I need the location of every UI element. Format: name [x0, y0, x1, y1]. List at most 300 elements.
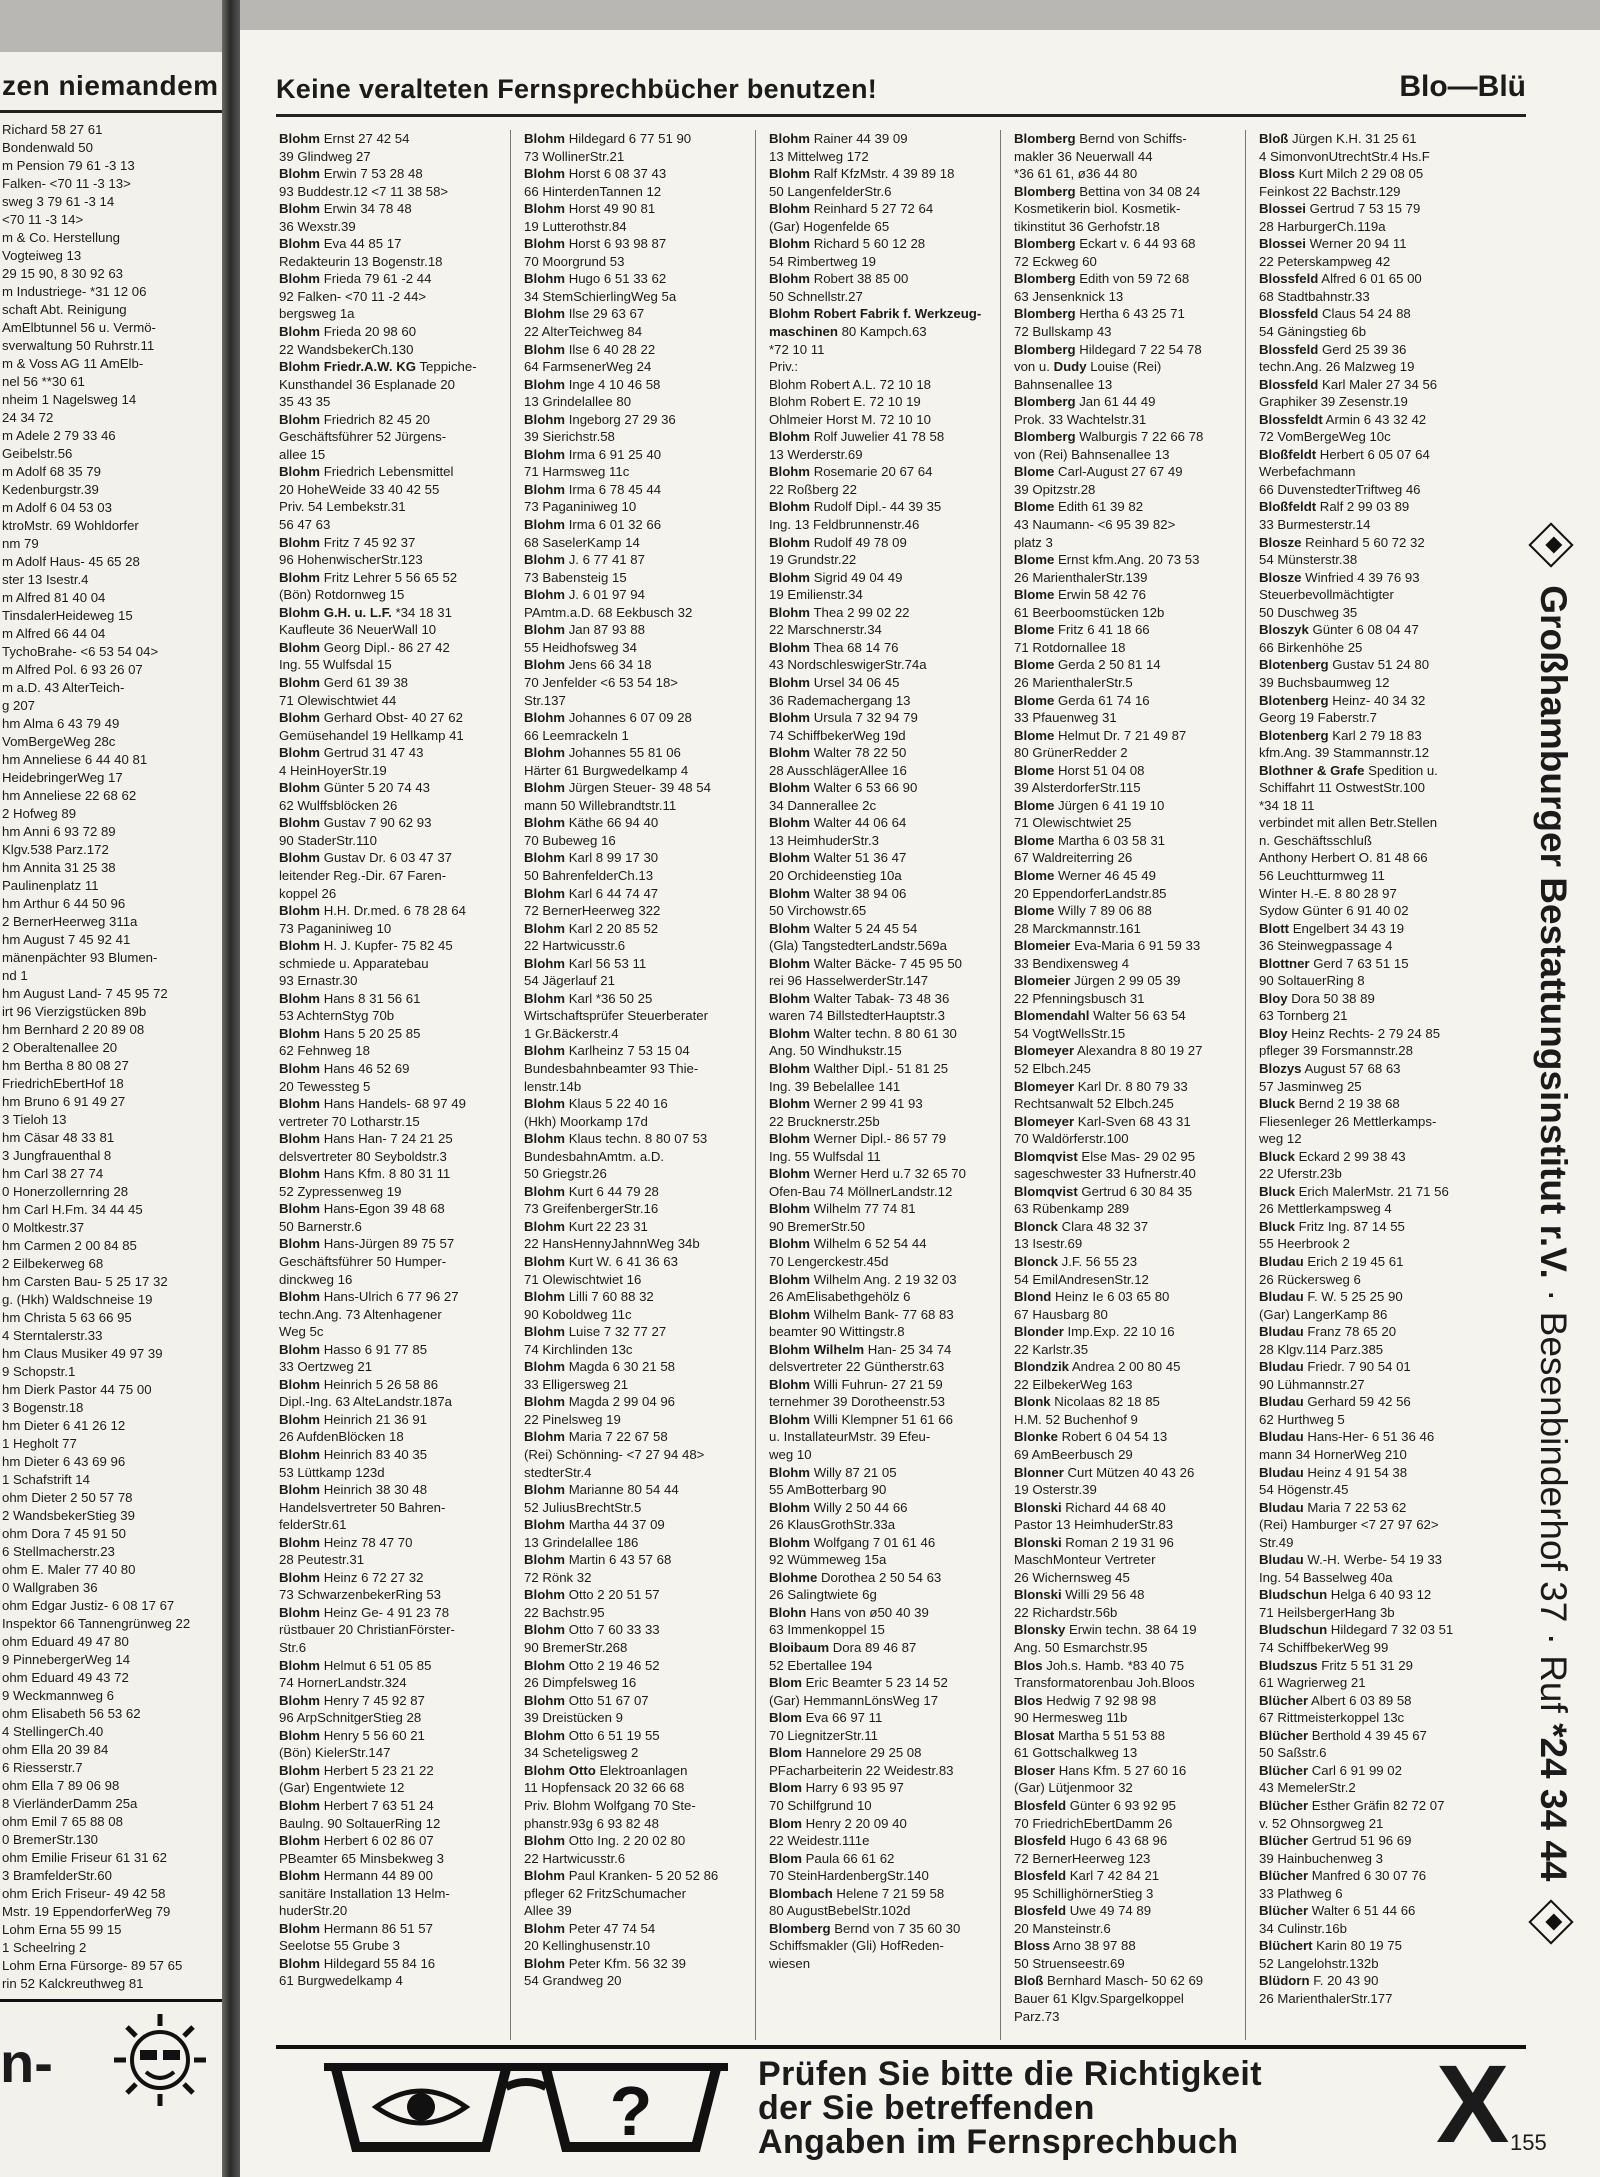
- listing-line: Blohm Johannes 55 81 06: [524, 745, 681, 761]
- previous-page-line: Vogteiweg 13: [2, 248, 82, 263]
- previous-page-fragment: [0, 52, 223, 2177]
- listing-line: 52 Langelohstr.132b: [1259, 1955, 1379, 1971]
- listing-line: 22 Hartwicusstr.6: [524, 938, 626, 954]
- previous-page-line: ohm Edgar Justiz- 6 08 17 67: [2, 1598, 175, 1613]
- previous-page-line: hm Bertha 8 80 08 27: [2, 1058, 129, 1073]
- listing-line: 22 EilbekerWeg 163: [1014, 1376, 1133, 1392]
- previous-page-line: hm Carl H.Fm. 34 44 45: [2, 1202, 143, 1217]
- listing-line: Blohm Thea 2 99 02 22: [769, 604, 910, 620]
- listing-line: 68 Stadtbahnstr.33: [1259, 288, 1370, 304]
- listing-line: Bludau Franz 78 65 20: [1259, 1324, 1397, 1340]
- listing-line: Blome Fritz 6 41 18 66: [1014, 622, 1150, 638]
- listing-line: 26 Wichernsweg 45: [1014, 1569, 1130, 1585]
- listing-line: Blücher Manfred 6 30 07 76: [1259, 1868, 1427, 1884]
- listing-line: Kaufleute 36 NeuerWall 10: [279, 622, 437, 638]
- listing-line: Blonner Curt Mützen 40 43 26: [1014, 1464, 1195, 1480]
- listing-line: Blohm Rosemarie 20 67 64: [769, 464, 933, 480]
- previous-page-line: hm Anneliese 22 68 62: [2, 788, 137, 803]
- listing-line: 55 Heidhofsweg 34: [524, 639, 637, 655]
- listing-line: 71 Harmsweg 11c: [524, 464, 630, 480]
- listing-line: rei 96 HasselwerderStr.147: [769, 973, 929, 989]
- listing-line: PAmtm.a.D. 68 Eekbusch 32: [524, 604, 693, 620]
- listing-line: beamter 90 Wittingstr.8: [769, 1324, 905, 1340]
- previous-page-line: TychoBrahe- <6 53 54 04>: [2, 644, 159, 659]
- listing-line: Blohm Hans 46 52 69: [279, 1060, 410, 1076]
- listing-line: Blome Martha 6 03 58 31: [1014, 832, 1166, 848]
- listing-line: Blohm Rolf Juwelier 41 78 58: [769, 429, 945, 445]
- listing-line: 93 Buddestr.12 <7 11 38 58>: [279, 183, 449, 199]
- previous-page-line: 2 Hofweg 89: [2, 806, 77, 821]
- previous-page-line: ohm Ella 7 89 06 98: [2, 1778, 120, 1793]
- previous-page-line: 2 WandsbekerStieg 39: [2, 1508, 135, 1523]
- listing-line: 26 AmElisabethgehölz 6: [769, 1289, 911, 1305]
- previous-page-line: hm Alma 6 43 79 49: [2, 716, 120, 731]
- listing-line: Prok. 33 Wachtelstr.31: [1014, 411, 1147, 427]
- listing-line: Steuerbevollmächtigter: [1259, 587, 1394, 603]
- listing-line: 92 Wümmeweg 15a: [769, 1552, 887, 1568]
- listing-line: Blohm Inge 4 10 46 58: [524, 376, 661, 392]
- listing-line: Blonck J.F. 56 55 23: [1014, 1254, 1138, 1269]
- listing-line: Blohm Otto Elektroanlagen: [524, 1762, 688, 1778]
- listing-line: 50 LangenfelderStr.6: [769, 183, 892, 199]
- listing-line: Blohm Otto Ing. 2 20 02 80: [524, 1833, 686, 1849]
- listing-line: 20 Kellinghusenstr.10: [524, 1938, 651, 1954]
- previous-page-line: 0 Wallgraben 36: [2, 1580, 98, 1595]
- listing-line: verbindet mit allen Betr.Stellen: [1259, 815, 1438, 831]
- listing-line: Blohm Gertrud 31 47 43: [279, 745, 424, 761]
- listing-line: 93 Ernastr.30: [279, 973, 358, 989]
- listing-line: Blohm Walter 6 53 66 90: [769, 780, 918, 796]
- listing-line: Blohm H.H. Dr.med. 6 78 28 64: [279, 903, 466, 919]
- previous-page-line: sverwaltung 50 Ruhrstr.11: [2, 338, 155, 353]
- listing-line: Ing. 55 Wulfsdal 15: [279, 657, 392, 673]
- listing-line: weg 10: [769, 1447, 812, 1463]
- listing-line: 4 HeinHoyerStr.19: [279, 762, 387, 778]
- listing-line: Blohm Gerhard Obst- 40 27 62: [279, 710, 463, 726]
- listing-line: Blome Helmut Dr. 7 21 49 87: [1014, 727, 1187, 743]
- previous-page-line: <70 11 -3 14>: [2, 212, 84, 227]
- listing-line: Bloss Arno 38 97 88: [1014, 1938, 1136, 1954]
- listing-line: 66 Leemrackeln 1: [524, 727, 629, 743]
- listing-line: Blohme Dorothea 2 50 54 63: [769, 1569, 942, 1585]
- listing-line: Blonski Willi 29 56 48: [1014, 1587, 1145, 1603]
- listing-line: Blomeier Eva-Maria 6 91 59 33: [1014, 938, 1201, 954]
- listing-line: 67 Hausbarg 80: [1014, 1306, 1108, 1322]
- listing-line: Blohm Klaus 5 22 40 16: [524, 1096, 668, 1112]
- listing-line: 39 Buchsbaumweg 12: [1259, 674, 1390, 690]
- listing-line: 70 Jenfelder <6 53 54 18>: [524, 674, 678, 690]
- listing-line: Blohm Frieda 20 98 60: [279, 324, 417, 340]
- listing-line: *72 10 11: [769, 341, 825, 357]
- listing-line: Bloßfeldt Ralf 2 99 03 89: [1259, 499, 1410, 515]
- listing-line: Blohm Walter Bäcke- 7 45 95 50: [769, 955, 963, 971]
- listing-line: Blos Joh.s. Hamb. *83 40 75: [1014, 1657, 1185, 1673]
- listing-line: Blohm Hildegard 55 84 16: [279, 1955, 436, 1971]
- listing-line: (Gar) Hogenfelde 65: [769, 218, 890, 234]
- listing-line: mann 34 HornerWeg 210: [1259, 1447, 1407, 1463]
- listing-line: Bludszus Fritz 5 51 31 29: [1259, 1657, 1413, 1673]
- listing-line: Blohm J. 6 77 41 87: [524, 552, 645, 568]
- listing-line: Blohm Karl 8 99 17 30: [524, 850, 659, 866]
- listing-line: Blohm Gustav 7 90 62 93: [279, 815, 432, 831]
- listing-line: Bluck Fritz Ing. 87 14 55: [1259, 1218, 1405, 1234]
- listing-line: Blomqvist Else Mas- 29 02 95: [1014, 1148, 1196, 1164]
- listing-line: Blohm Hugo 6 51 33 62: [524, 271, 667, 287]
- previous-page-line: hm Claus Musiker 49 97 39: [2, 1346, 163, 1361]
- listing-line: Blosfeld Günter 6 93 92 95: [1014, 1797, 1177, 1813]
- listing-line: Blottner Gerd 7 63 51 15: [1259, 955, 1409, 971]
- previous-page-line: hm Carl 38 27 74: [2, 1166, 104, 1181]
- listing-line: Bludau Gerhard 59 42 56: [1259, 1394, 1411, 1410]
- listing-line: Blohm Walter 44 06 64: [769, 815, 907, 831]
- previous-page-line: nd 1: [2, 968, 28, 983]
- listing-line: Blohm Willi Fuhrun- 27 21 59: [769, 1376, 943, 1392]
- previous-page-line: hm Carmen 2 00 84 85: [2, 1238, 137, 1253]
- previous-page-line: 8 VierländerDamm 25a: [2, 1796, 138, 1811]
- listing-line: Blohm Hans-Jürgen 89 75 57: [279, 1236, 455, 1252]
- listing-line: Blomeyer Alexandra 8 80 19 27: [1014, 1043, 1203, 1059]
- previous-page-line: 3 Tieloh 13: [2, 1112, 67, 1127]
- listing-line: 33 Bendixensweg 4: [1014, 955, 1130, 971]
- listing-line: Blohm Otto 7 60 33 33: [524, 1622, 660, 1638]
- listing-line: 22 HansHennyJahnnWeg 34b: [524, 1236, 700, 1252]
- listing-line: Blohm Johannes 6 07 09 28: [524, 710, 692, 726]
- listing-line: Blohm Fritz 7 45 92 37: [279, 534, 416, 550]
- listing-line: MaschMonteur Vertreter: [1014, 1552, 1156, 1568]
- listing-line: Blonck Clara 48 32 37: [1014, 1218, 1149, 1234]
- listing-line: 72 Bullskamp 43: [1014, 324, 1112, 340]
- listing-line: Blohm Karl 2 20 85 52: [524, 920, 659, 936]
- listing-line: rüstbauer 20 ChristianFörster-: [279, 1622, 455, 1638]
- listing-line: Blohm Horst 6 93 98 87: [524, 236, 667, 252]
- previous-page-line: ktroMstr. 69 Wohldorfer: [2, 518, 139, 533]
- listing-line: 90 Hermesweg 11b: [1014, 1710, 1128, 1726]
- listing-line: Blome Erwin 58 42 76: [1014, 587, 1146, 603]
- listing-line: 92 Falken- <70 11 -2 44>: [279, 288, 427, 304]
- listing-line: 73 Paganiniweg 10: [279, 920, 392, 936]
- listing-line: Blohm Heinrich 5 26 58 86: [279, 1376, 439, 1392]
- listing-line: Blomberg Jan 61 44 49: [1014, 394, 1156, 410]
- listing-line: 68 SaselerKamp 14: [524, 534, 640, 550]
- listing-line: Blohm Georg Dipl.- 86 27 42: [279, 639, 450, 655]
- listing-line: 74 HornerLandstr.324: [279, 1675, 407, 1691]
- listing-line: *36 61 61, ø36 44 80: [1014, 166, 1138, 182]
- listing-line: 50 BahrenfelderCh.13: [524, 867, 654, 883]
- listing-line: 50 Virchowstr.65: [769, 903, 867, 919]
- listing-line: 19 Emilienstr.34: [769, 587, 863, 603]
- previous-page-line: TinsdalerHeideweg 15: [2, 608, 133, 623]
- listing-line: Bludau Maria 7 22 53 62: [1259, 1499, 1407, 1515]
- listing-line: Blohm Hildegard 6 77 51 90: [524, 131, 692, 146]
- listing-line: Blome Gerda 2 50 81 14: [1014, 657, 1161, 673]
- listing-line: Bludau F. W. 5 25 25 90: [1259, 1289, 1403, 1305]
- listing-line: Blos Hedwig 7 92 98 98: [1014, 1692, 1157, 1708]
- listing-line: 96 ArpSchnitgerStieg 28: [279, 1710, 422, 1726]
- listing-line: 1 Gr.Bäckerstr.4: [524, 1025, 619, 1041]
- listing-line: Bluck Erich MalerMstr. 21 71 56: [1259, 1183, 1449, 1199]
- listing-line: Blohm Walter 38 94 06: [769, 885, 907, 901]
- listing-line: Blossfeld Gerd 25 39 36: [1259, 341, 1407, 357]
- previous-page-line: hm Dieter 6 41 26 12: [2, 1418, 126, 1433]
- listing-line: 20 Mansteinstr.6: [1014, 1920, 1111, 1936]
- listing-line: Bludau W.-H. Werbe- 54 19 33: [1259, 1552, 1442, 1568]
- listing-line: 80 AugustBebelStr.102d: [769, 1903, 911, 1919]
- listing-line: Blohm Hasso 6 91 77 85: [279, 1341, 428, 1357]
- listing-line: Blohm J. 6 01 97 94: [524, 587, 645, 603]
- listing-line: techn.Ang. 73 Altenhagener: [279, 1306, 442, 1322]
- listing-line: 73 Babensteig 15: [524, 569, 627, 585]
- listing-line: 20 Tewessteg 5: [279, 1078, 371, 1094]
- listing-line: 50 Schnellstr.27: [769, 288, 863, 304]
- listing-line: weg 12: [1259, 1131, 1302, 1147]
- listing-line: Blohm Werner 2 99 41 93: [769, 1096, 923, 1112]
- svg-text:?: ?: [609, 2072, 653, 2150]
- listing-line: 90 SoltauerRing 8: [1259, 973, 1365, 989]
- listing-line: Blonsky Erwin techn. 38 64 19: [1014, 1622, 1197, 1638]
- previous-page-line: hm Arthur 6 44 50 96: [2, 896, 126, 911]
- listing-line: Blohm Karlheinz 7 53 15 04: [524, 1043, 690, 1059]
- listing-line: 39 Hainbuchenweg 3: [1259, 1850, 1383, 1866]
- listing-line: Blosfeld Hugo 6 43 68 96: [1014, 1833, 1168, 1849]
- listing-line: 90 StaderStr.110: [279, 832, 377, 848]
- listing-line: Blossfeldt Armin 6 43 32 42: [1259, 411, 1427, 427]
- listing-line: Wirtschaftsprüfer Steuerberater: [524, 1008, 708, 1024]
- listing-line: 80 GrünerRedder 2: [1014, 745, 1128, 761]
- listing-line: Blosze Reinhard 5 60 72 32: [1259, 534, 1425, 550]
- previous-page-line: Falken- <70 11 -3 13>: [2, 176, 131, 191]
- listing-line: Blohm H. J. Kupfer- 75 82 45: [279, 938, 453, 954]
- listing-line: Blohm Magda 2 99 04 96: [524, 1394, 676, 1410]
- listing-line: Blohm Henry 7 45 92 87: [279, 1692, 425, 1708]
- previous-page-line: sweg 3 79 61 -3 14: [2, 194, 115, 209]
- listing-line: Blohm Helmut 6 51 05 85: [279, 1657, 432, 1673]
- listing-line: 28 HarburgerCh.119a: [1259, 218, 1386, 234]
- listing-column-5: [1256, 130, 1490, 2040]
- listing-line: Blohm Karl 56 53 11: [524, 955, 647, 971]
- page-number: 155: [1510, 2130, 1547, 2155]
- listing-line: 28 Marckmannstr.161: [1014, 920, 1141, 936]
- listing-line: Feinkost 22 Bachstr.129: [1259, 183, 1401, 199]
- listing-line: Blome Willy 7 89 06 88: [1014, 903, 1152, 919]
- previous-page-line: ohm Eduard 49 43 72: [2, 1670, 129, 1685]
- listing-line: Blüchert Karin 80 19 75: [1259, 1938, 1402, 1954]
- listing-line: 52 Zypressenweg 19: [279, 1183, 402, 1199]
- listing-line: Blohm Peter Kfm. 56 32 39: [524, 1955, 686, 1971]
- listing-line: 72 Eckweg 60: [1014, 253, 1097, 269]
- listing-line: Blohm Gerd 61 39 38: [279, 674, 409, 690]
- listing-line: Blossei Gertrud 7 53 15 79: [1259, 201, 1421, 217]
- listing-line: schmiede u. Apparatebau: [279, 955, 429, 971]
- listing-line: 67 Rittmeisterkoppel 13c: [1259, 1710, 1405, 1726]
- listing-line: Blohm Friedr.A.W. KG Teppiche-: [279, 359, 477, 375]
- listing-line: 35 43 35: [279, 394, 331, 410]
- listing-line: Blohm Martha 44 37 09: [524, 1517, 665, 1533]
- listing-line: Priv. Blohm Wolfgang 70 Ste-: [524, 1797, 696, 1813]
- listing-line: stedterStr.4: [524, 1464, 592, 1480]
- listing-line: Blomberg Bernd von Schiffs-: [1014, 131, 1187, 146]
- listing-line: dinckweg 16: [279, 1271, 353, 1287]
- listing-line: Str.49: [1259, 1534, 1294, 1550]
- listing-line: Blohm Hans 5 20 25 85: [279, 1025, 421, 1041]
- listing-line: 54 VogtWellsStr.15: [1014, 1025, 1126, 1041]
- previous-page-line: 9 Weckmannweg 6: [2, 1688, 114, 1703]
- listing-line: (Bön) KielerStr.147: [279, 1745, 391, 1761]
- listing-line: Blohm Willy 87 21 05: [769, 1464, 897, 1480]
- listing-line: Blomberg Edith von 59 72 68: [1014, 271, 1190, 287]
- previous-page-line: schaft Abt. Reinigung: [2, 302, 127, 317]
- previous-page-line: 4 Sterntalerstr.33: [2, 1328, 103, 1343]
- listing-line: techn.Ang. 26 Malzweg 19: [1259, 359, 1415, 375]
- listing-line: 53 Lüttkamp 123d: [279, 1464, 385, 1480]
- listing-line: 62 Hurthweg 5: [1259, 1411, 1345, 1427]
- previous-page-line: 1 Scheelring 2: [2, 1940, 87, 1955]
- listing-line: Blohm Wolfgang 7 01 61 46: [769, 1534, 936, 1550]
- listing-line: allee 15: [279, 446, 326, 462]
- listing-line: Schiffsmakler (Gli) HofReden-: [769, 1938, 944, 1954]
- listing-line: Blücher Gertrud 51 96 69: [1259, 1833, 1412, 1849]
- listing-line: Blohm Otto 2 20 51 57: [524, 1587, 660, 1603]
- listing-line: Blohm Rudolf Dipl.- 44 39 35: [769, 499, 942, 515]
- previous-page-line: 1 Hegholt 77: [2, 1436, 77, 1451]
- listing-line: huderStr.20: [279, 1903, 348, 1919]
- listing-line: Blomberg Hertha 6 43 25 71: [1014, 306, 1185, 322]
- listing-line: Blom Harry 6 93 95 97: [769, 1780, 904, 1796]
- listing-line: Blohm Ilse 29 63 67: [524, 306, 645, 322]
- listing-line: 73 SchwarzenbekerRing 53: [279, 1587, 442, 1603]
- listing-line: Bloßfeldt Herbert 6 05 07 64: [1259, 446, 1430, 462]
- listing-line: 39 Glindweg 27: [279, 148, 371, 164]
- listing-line: 71 Olewischtwiet 44: [279, 692, 397, 708]
- previous-page-line: Klgv.538 Parz.172: [2, 842, 109, 857]
- listing-line: 66 HinterdenTannen 12: [524, 183, 662, 199]
- listing-line: Schiffahrt 11 OstwestStr.100: [1259, 780, 1425, 796]
- listing-line: 22 Pfenningsbusch 31: [1014, 990, 1145, 1006]
- previous-page-line: HeidebringerWeg 17: [2, 770, 123, 785]
- page-name-range: Blo—Blü: [1399, 70, 1526, 103]
- listing-line: Blohm Wilhelm Ang. 2 19 32 03: [769, 1271, 957, 1287]
- previous-page-line: m Adele 2 79 33 46: [2, 428, 116, 443]
- previous-page-line: ohm Elisabeth 56 53 62: [2, 1706, 141, 1721]
- previous-page-line: Inspektor 66 Tannengrünweg 22: [2, 1616, 191, 1631]
- listing-line: 63 Jensenknick 13: [1014, 288, 1124, 304]
- listing-line: (Bön) Rotdornweg 15: [279, 587, 405, 603]
- listing-line: Blohm Herbert 7 63 51 24: [279, 1797, 434, 1813]
- listing-line: 63 Rübenkamp 289: [1014, 1201, 1130, 1217]
- listing-line: Blonder Imp.Exp. 22 10 16: [1014, 1324, 1175, 1340]
- listing-line: Blohm G.H. u. L.F. *34 18 31: [279, 604, 452, 620]
- listing-line: Ing. 39 Bebelallee 141: [769, 1078, 901, 1094]
- listing-line: Bloibaum Dora 89 46 87: [769, 1640, 917, 1656]
- listing-line: 22 Peterskampweg 42: [1259, 253, 1391, 269]
- previous-page-line: 9 Schopstr.1: [2, 1364, 76, 1379]
- previous-page-line: m Adolf 68 35 79: [2, 464, 101, 479]
- listing-line: Blohm Robert 38 85 00: [769, 271, 909, 287]
- listing-line: 56 Leuchtturmweg 11: [1259, 867, 1385, 883]
- listing-line: 26 MarienthalerStr.5: [1014, 674, 1133, 690]
- listing-line: (Gar) HemmannLönsWeg 17: [769, 1692, 939, 1708]
- listing-line: Bahnsenallee 13: [1014, 376, 1113, 392]
- listing-line: PBeamter 65 Minsbekweg 3: [279, 1850, 444, 1866]
- listing-line: 54 Jägerlauf 21: [524, 973, 615, 989]
- listing-line: Blohm Ingeborg 27 29 36: [524, 411, 676, 427]
- listing-line: Blohm Horst 49 90 81: [524, 201, 656, 217]
- listing-line: Anthony Herbert O. 81 48 66: [1259, 850, 1428, 866]
- listing-line: 13 Isestr.69: [1014, 1236, 1083, 1252]
- listing-line: Blohm Willy 2 50 44 66: [769, 1499, 908, 1515]
- listing-line: Bauer 61 Klgv.Spargelkoppel: [1014, 1990, 1184, 2006]
- listing-line: 90 Lühmannstr.27: [1259, 1376, 1365, 1392]
- listing-line: Rechtsanwalt 52 Elbch.245: [1014, 1096, 1174, 1112]
- listing-line: Blohm Ilse 6 40 28 22: [524, 341, 656, 357]
- page-header: [276, 70, 1526, 117]
- listing-line: Blomeier Jürgen 2 99 05 39: [1014, 973, 1181, 989]
- listing-line: 55 Heerbrook 2: [1259, 1236, 1350, 1252]
- listing-line: Blohm Maria 7 22 67 58: [524, 1429, 668, 1445]
- listing-line: 70 FriedrichEbertDamm 26: [1014, 1815, 1173, 1831]
- listing-line: Blüdorn F. 20 43 90: [1259, 1973, 1379, 1989]
- listing-line: pfleger 62 FritzSchumacher: [524, 1885, 686, 1901]
- listing-line: Blohm Rudolf 49 78 09: [769, 534, 907, 550]
- previous-page-line: m & Voss AG 11 AmElb-: [2, 356, 144, 371]
- listing-line: Blome Horst 51 04 08: [1014, 762, 1145, 778]
- listing-line: 43 NordschleswigerStr.74a: [769, 657, 927, 673]
- listing-line: 22 Pinelsweg 19: [524, 1411, 621, 1427]
- previous-page-line: ohm Ella 20 39 84: [2, 1742, 109, 1757]
- listing-line: Bloss Kurt Milch 2 29 08 05: [1259, 166, 1424, 182]
- listing-line: Bloszyk Günter 6 08 04 47: [1259, 622, 1419, 638]
- previous-page-listing: [0, 121, 222, 1993]
- listing-line: Blohm Herbert 6 02 86 07: [279, 1833, 434, 1849]
- listing-line: Weg 5c: [279, 1324, 324, 1340]
- listing-line: Bloser Hans Kfm. 5 27 60 16: [1014, 1762, 1187, 1778]
- listing-line: Bloy Dora 50 38 89: [1259, 990, 1375, 1006]
- listing-line: Ing. 55 Wulfsdal 11: [769, 1148, 881, 1164]
- previous-page-line: 6 Riesserstr.7: [2, 1760, 83, 1775]
- vertical-ad-band: [1530, 515, 1590, 2015]
- listing-line: 61 Gottschalkweg 13: [1014, 1745, 1138, 1761]
- previous-page-line: hm Annita 31 25 38: [2, 860, 116, 875]
- listing-line: Blom Paula 66 61 62: [769, 1850, 895, 1866]
- listing-line: 39 Sierichstr.58: [524, 429, 615, 445]
- listing-line: Str.6: [279, 1640, 307, 1656]
- listing-line: Blotenberg Gustav 51 24 80: [1259, 657, 1430, 673]
- previous-page-line: rin 52 Kalckreuthweg 81: [2, 1976, 144, 1991]
- listing-line: 13 Grindelallee 186: [524, 1534, 639, 1550]
- listing-line: 22 Brucknerstr.25b: [769, 1113, 880, 1129]
- listing-line: 90 BremerStr.268: [524, 1640, 628, 1656]
- listing-line: Blotenberg Heinz- 40 34 32: [1259, 692, 1426, 708]
- listing-line: 74 SchiffbekerWeg 99: [1259, 1640, 1389, 1656]
- listing-line: 26 MarienthalerStr.139: [1014, 569, 1148, 585]
- listing-line: Kosmetikerin biol. Kosmetik-: [1014, 201, 1181, 217]
- sun-with-sunglasses-icon: [110, 2010, 210, 2110]
- listing-line: Blücher Berthold 4 39 45 67: [1259, 1727, 1427, 1743]
- previous-page-line: m Pension 79 61 -3 13: [2, 158, 135, 173]
- listing-line: 22 Karlstr.35: [1014, 1341, 1089, 1357]
- listing-line: Blohm Werner Herd u.7 32 65 70: [769, 1166, 966, 1182]
- previous-page-line: hm Cäsar 48 33 81: [2, 1130, 115, 1145]
- listing-line: Gemüsehandel 19 Hellkamp 41: [279, 727, 464, 743]
- listing-line: Blohm Robert A.L. 72 10 18: [769, 376, 932, 392]
- institute-name: Großhamburger Bestattungsinstitut r.V.: [1533, 585, 1574, 1279]
- listing-line: Blombach Helene 7 21 59 58: [769, 1885, 945, 1901]
- listing-line: Härter 61 Burgwedelkamp 4: [524, 762, 689, 778]
- previous-page-line: m a.D. 43 AlterTeich-: [2, 680, 125, 695]
- listing-line: 22 Hartwicusstr.6: [524, 1850, 626, 1866]
- listing-line: Blohm Luise 7 32 77 27: [524, 1324, 667, 1340]
- listing-line: 90 Koboldweg 11c: [524, 1306, 632, 1322]
- listing-line: 73 GreifenbergerStr.16: [524, 1201, 659, 1217]
